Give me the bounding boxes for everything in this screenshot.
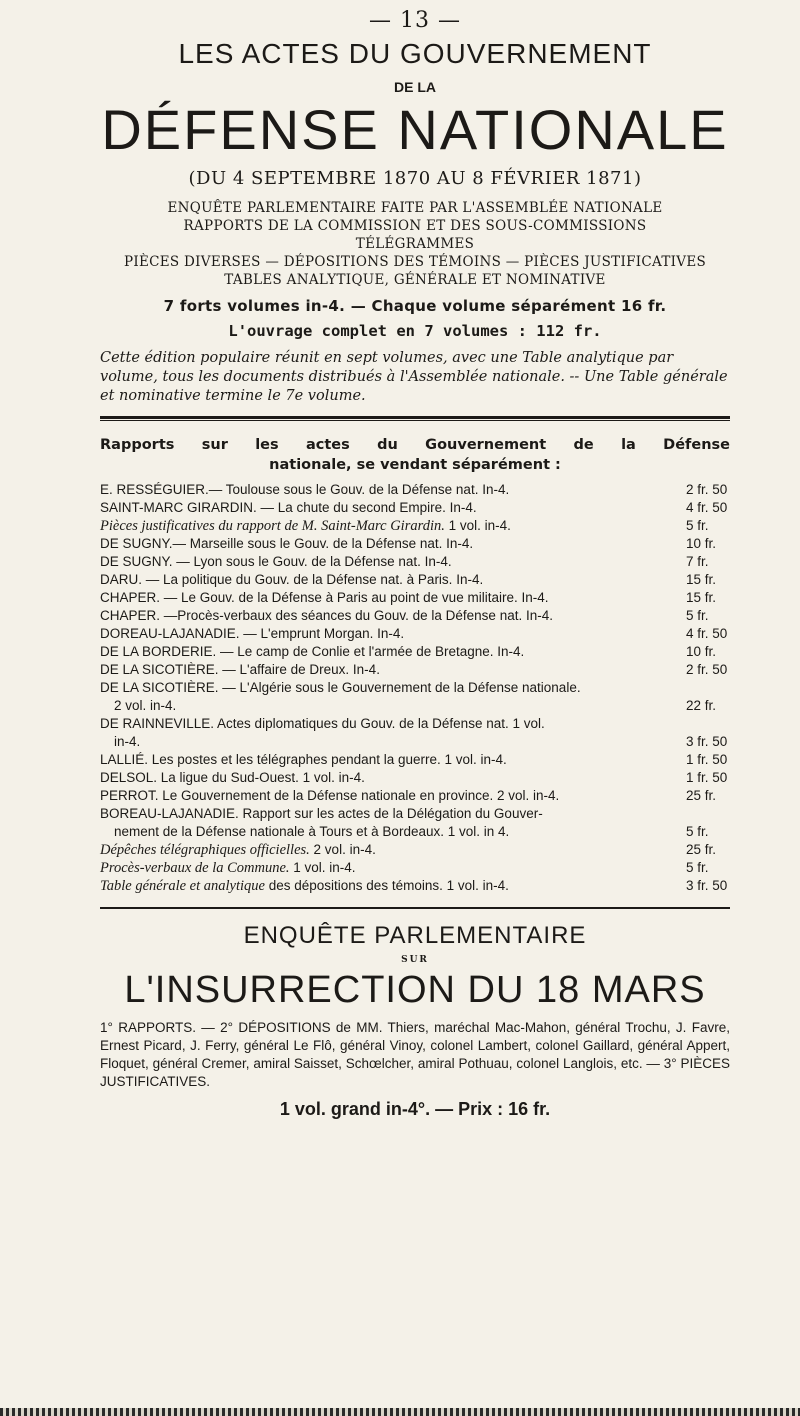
entry-text <box>100 625 686 643</box>
entry-title: DOREAU-LAJANADIE. — L'emprunt Morgan. In-4. <box>100 626 405 641</box>
rapports-list <box>100 481 730 895</box>
entry-title: DE SUGNY. — Lyon sous le Gouv. de la Défense nat. In-4. <box>100 554 452 569</box>
entry-price: 5 fr. <box>686 824 709 839</box>
list-item <box>100 625 730 643</box>
entry-text <box>100 877 686 895</box>
page-number: — 13 — <box>369 8 461 33</box>
list-item <box>100 769 730 787</box>
entry-text <box>100 517 686 535</box>
entry-title: E. RESSÉGUIER.— Toulouse sous le Gouv. de la Défense nat. In-4. <box>100 482 510 497</box>
title-line-2: DE LA <box>394 79 436 95</box>
double-rule-divider <box>100 416 730 421</box>
entry-text <box>100 769 686 787</box>
entry-price: 1 fr. 50 <box>686 770 728 785</box>
entry-title: CHAPER. — Le Gouv. de la Défense à Paris au point de vue militaire. In-4. <box>100 590 549 605</box>
list-item <box>100 535 730 553</box>
entry-text <box>100 571 686 589</box>
entry-price: 15 fr. <box>686 590 717 605</box>
entry-price: 3 fr. 50 <box>686 878 728 893</box>
entry-continuation: in-4. <box>114 734 141 749</box>
rapports-heading-line-1: Rapports sur les actes du Gouvernement de la Défense <box>100 437 730 453</box>
catalog-page <box>100 8 730 1121</box>
entry-title-italic: Pièces justificatives du rapport de M. Saint-Marc Girardin. <box>100 518 445 534</box>
subtitle-line: ENQUÊTE PARLEMENTAIRE FAITE PAR L'ASSEMBLÉE NATIONALE <box>167 200 663 216</box>
entry-text <box>100 589 686 607</box>
list-item <box>100 571 730 589</box>
entry-price: 5 fr. <box>686 608 709 623</box>
list-item <box>100 859 730 877</box>
entry-text <box>100 751 686 769</box>
entry-text <box>100 499 686 517</box>
enquete-title: ENQUÊTE PARLEMENTAIRE <box>243 922 587 949</box>
entry-price: 3 fr. 50 <box>686 734 728 749</box>
entry-price: 2 fr. 50 <box>686 482 728 497</box>
entry-text <box>100 661 686 679</box>
entry-text <box>100 535 686 553</box>
title-dates: (DU 4 SEPTEMBRE 1870 AU 8 FÉVRIER 1871) <box>188 168 642 189</box>
entry-price: 10 fr. <box>686 644 717 659</box>
entry-price: 4 fr. 50 <box>686 500 728 515</box>
complete-set-price: L'ouvrage complet en 7 volumes : 112 fr. <box>228 322 602 340</box>
entry-format: 1 vol. in-4. <box>444 518 511 533</box>
entry-title-italic: Table générale et analytique <box>100 878 265 894</box>
entry-title: DE SUGNY.— Marseille sous le Gouv. de la Défense nat. In-4. <box>100 536 474 551</box>
entry-text <box>100 643 686 661</box>
list-item <box>100 877 730 895</box>
entry-price: 10 fr. <box>686 536 717 551</box>
entry-price: 5 fr. <box>686 518 709 533</box>
subtitle-line: TABLES ANALYTIQUE, GÉNÉRALE ET NOMINATIVE <box>224 272 606 288</box>
entry-title: DE LA SICOTIÈRE. — L'affaire de Dreux. In-4. <box>100 662 380 677</box>
title-block <box>100 37 730 191</box>
entry-text <box>100 481 686 499</box>
list-item <box>100 499 730 517</box>
page-edge-strip <box>0 1408 800 1416</box>
enquete-details: 1° RAPPORTS. — 2° DÉPOSITIONS de MM. Thiers, maréchal Mac-Mahon, général Trochu, J. Favre, Ernest Picard, J. Ferry, général Le Flô, général Vinoy, colonel Lambert, colonel Gaillard, général Appert, Floquet, général Cremer, amiral Saisset, Schœlcher, amiral Pothuau, colonel Langlois, etc. — 3° PIÈCES JUSTIFICATIVES. <box>100 1020 730 1089</box>
title-line-1: LES ACTES DU GOUVERNEMENT <box>178 38 652 69</box>
entry-text <box>100 715 686 751</box>
entry-price: 22 fr. <box>686 698 717 713</box>
entry-title-italic: Procès-verbaux de la Commune. <box>100 860 290 876</box>
entry-title: DE LA BORDERIE. — Le camp de Conlie et l'armée de Bretagne. In-4. <box>100 644 525 659</box>
entry-title: DELSOL. La ligue du Sud-Ouest. 1 vol. in-4. <box>100 770 365 785</box>
entry-title: SAINT-MARC GIRARDIN. — La chute du second Empire. In-4. <box>100 500 477 515</box>
edition-description: Cette édition populaire réunit en sept volumes, avec une Table analytique par volume, tous les documents distribués à l'Assemblée nationale. -- Une Table générale et nominative termine le 7e volume. <box>100 350 728 404</box>
entry-title: DE LA SICOTIÈRE. — L'Algérie sous le Gouvernement de la Défense nationale. <box>100 680 581 695</box>
entry-title: CHAPER. —Procès-verbaux des séances du Gouv. de la Défense nat. In-4. <box>100 608 553 623</box>
entry-text <box>100 805 686 841</box>
list-item <box>100 589 730 607</box>
entry-text <box>100 787 686 805</box>
list-item <box>100 805 730 841</box>
list-item <box>100 751 730 769</box>
list-item <box>100 661 730 679</box>
entry-format: 2 vol. in-4. <box>309 842 376 857</box>
entry-price: 25 fr. <box>686 788 717 803</box>
list-item <box>100 481 730 499</box>
entry-price: 2 fr. 50 <box>686 662 728 677</box>
entry-price: 15 fr. <box>686 572 717 587</box>
entry-text <box>100 679 686 715</box>
entry-format: 1 vol. in-4. <box>289 860 356 875</box>
entry-price: 5 fr. <box>686 860 709 875</box>
entry-price: 25 fr. <box>686 842 717 857</box>
entry-text <box>100 841 686 859</box>
entry-price: 1 fr. 50 <box>686 752 728 767</box>
subtitle-block <box>100 199 730 289</box>
rapports-heading-line-2: nationale, se vendant séparément : <box>269 457 561 473</box>
subtitle-line: TÉLÉGRAMMES <box>355 236 475 252</box>
entry-title: LALLIÉ. Les postes et les télégraphes pendant la guerre. 1 vol. in-4. <box>100 752 507 767</box>
title-main: DÉFENSE NATIONALE <box>101 98 729 161</box>
volumes-line: 7 forts volumes in-4. — Chaque volume séparément 16 fr. <box>163 297 667 315</box>
list-item <box>100 679 730 715</box>
entry-title: DARU. — La politique du Gouv. de la Défense nat. à Paris. In-4. <box>100 572 484 587</box>
enquete-price: 1 vol. grand in-4°. — Prix : 16 fr. <box>279 1099 551 1119</box>
list-item <box>100 787 730 805</box>
entry-title-italic: Dépêches télégraphiques officielles. <box>100 842 310 858</box>
entry-text <box>100 553 686 571</box>
list-item <box>100 553 730 571</box>
entry-text <box>100 859 686 877</box>
entry-title: PERROT. Le Gouvernement de la Défense nationale en province. 2 vol. in-4. <box>100 788 560 803</box>
entry-text <box>100 607 686 625</box>
subtitle-line: PIÈCES DIVERSES — DÉPOSITIONS DES TÉMOINS — PIÈCES JUSTIFICATIVES <box>123 254 707 270</box>
rapports-heading <box>100 435 730 475</box>
enquete-subject: L'INSURRECTION DU 18 MARS <box>124 969 706 1011</box>
section-divider <box>100 907 730 909</box>
entry-continuation: nement de la Défense nationale à Tours et à Bordeaux. 1 vol. in 4. <box>114 824 510 839</box>
list-item <box>100 517 730 535</box>
entry-format: des dépositions des témoins. 1 vol. in-4. <box>264 878 509 893</box>
entry-price: 4 fr. 50 <box>686 626 728 641</box>
entry-continuation: 2 vol. in-4. <box>114 698 177 713</box>
entry-price: 7 fr. <box>686 554 709 569</box>
enquete-sur: SUR <box>401 955 429 965</box>
entry-title: BOREAU-LAJANADIE. Rapport sur les actes de la Délégation du Gouver- <box>100 806 543 821</box>
list-item <box>100 607 730 625</box>
list-item <box>100 643 730 661</box>
subtitle-line: RAPPORTS DE LA COMMISSION ET DES SOUS-COMMISSIONS <box>183 218 647 234</box>
entry-title: DE RAINNEVILLE. Actes diplomatiques du Gouv. de la Défense nat. 1 vol. <box>100 716 545 731</box>
list-item <box>100 841 730 859</box>
list-item <box>100 715 730 751</box>
